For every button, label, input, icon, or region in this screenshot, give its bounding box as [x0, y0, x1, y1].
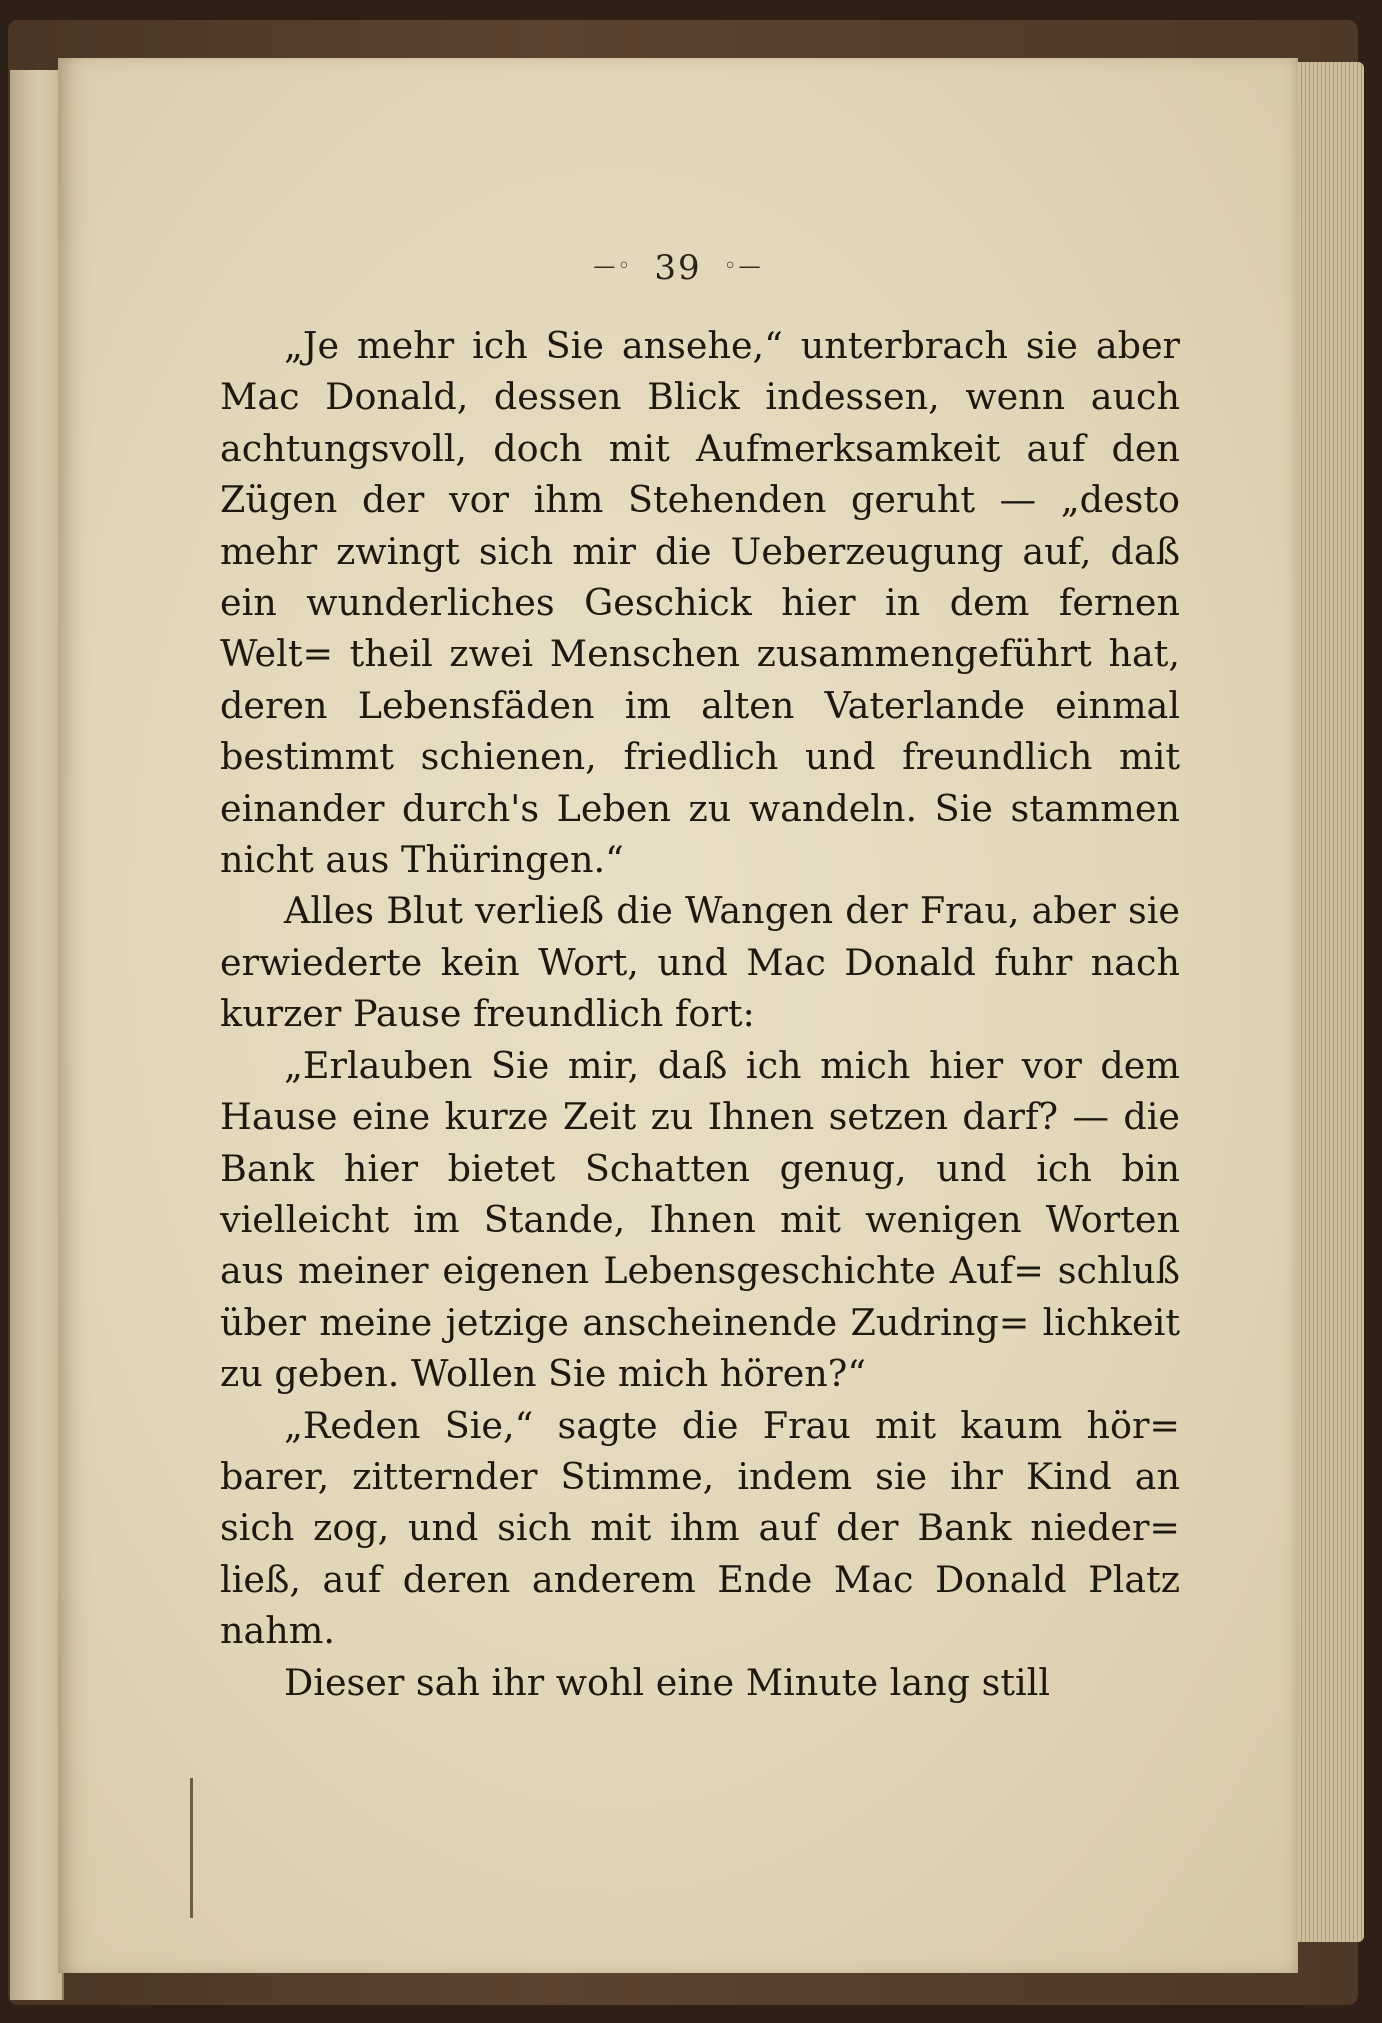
- page-stack-edge: [1294, 62, 1364, 1942]
- paragraph: Alles Blut verließ die Wangen der Frau, aber sie erwiederte kein Wort, und Mac Donald fuhr nach kurzer Pause freundlich fort:: [220, 889, 1180, 1036]
- body-text: [220, 320, 1180, 1708]
- left-ornament-icon: —◦: [593, 254, 633, 279]
- paragraph: „Reden Sie,“ sagte die Frau mit kaum hör= barer, zitternder Stimme, indem sie ihr Kind an sich zog, und sich mit ihm auf der Bank nieder= ließ, auf deren anderem Ende Mac Donald Platz nahm.: [220, 1403, 1180, 1653]
- page-number: 39: [654, 248, 702, 288]
- book-page: [58, 58, 1298, 1973]
- paragraph: „Erlauben Sie mir, daß ich mich hier vor dem Hause eine kurze Zeit zu Ihnen setzen darf? — die Bank hier bietet Schatten genug, und ich bin vielleicht im Stande, Ihnen mit wenigen Worten aus meiner eigenen Lebensgeschichte Auf= schluß über meine jetzige anscheinende Zudring= lichkeit zu geben. Wollen Sie mich hören?“: [220, 1043, 1180, 1396]
- right-ornament-icon: ◦—: [723, 254, 763, 279]
- gutter-mark: [190, 1778, 193, 1918]
- paragraph: „Je mehr ich Sie ansehe,“ unterbrach sie aber Mac Donald, dessen Blick indessen, wenn auch achtungsvoll, doch mit Aufmerksamkeit auf den Zügen der vor ihm Stehenden geruht — „desto mehr zwingt sich mir die Ueberzeugung auf, daß ein wunderliches Geschick hier in dem fernen Welt= theil zwei Menschen zusammengeführt hat, deren Lebensfäden im alten Vaterlande einmal bestimmt schienen, friedlich und freundlich mit einander durch's Leben zu wandeln. Sie stammen nicht aus Thüringen.“: [220, 324, 1180, 882]
- page-number-header: [58, 248, 1298, 288]
- paragraph: Dieser sah ihr wohl eine Minute lang still: [284, 1660, 1051, 1704]
- facing-page-edge: [10, 70, 64, 2000]
